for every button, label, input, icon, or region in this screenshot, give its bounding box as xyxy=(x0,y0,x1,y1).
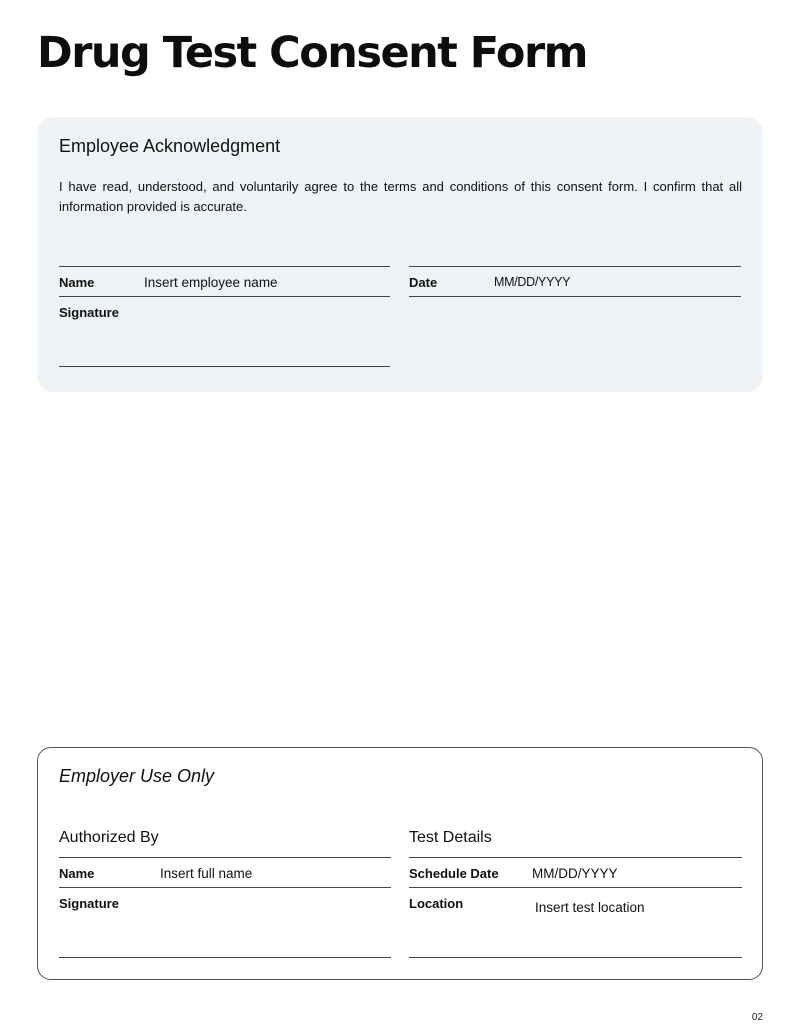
employee-name-field[interactable]: Insert employee name xyxy=(144,275,278,290)
schedule-bottom-rule xyxy=(409,887,742,888)
authorized-name-label: Name xyxy=(59,866,95,881)
date-bottom-rule xyxy=(409,296,741,297)
page-title: Drug Test Consent Form xyxy=(37,28,587,78)
location-bottom-rule xyxy=(409,957,742,958)
employee-date-field[interactable]: MM/DD/YYYY xyxy=(494,275,571,289)
acknowledgment-text: I have read, understood, and voluntarily agree to the terms and conditions of this consent form. I confirm that all information provided is accurate. xyxy=(59,179,742,214)
authorized-name-top-rule xyxy=(59,857,391,858)
name-bottom-rule xyxy=(59,296,390,297)
employer-use-only-section xyxy=(37,747,763,980)
date-top-rule xyxy=(409,266,741,267)
location-label: Location xyxy=(409,896,464,911)
schedule-top-rule xyxy=(409,857,742,858)
employee-signature-line[interactable] xyxy=(59,366,390,367)
employee-acknowledgment-section xyxy=(37,117,763,392)
authorized-name-field[interactable]: Insert full name xyxy=(160,866,253,881)
employee-date-label: Date xyxy=(409,275,438,290)
authorized-signature-line[interactable] xyxy=(59,957,391,958)
schedule-date-field[interactable]: MM/DD/YYYY xyxy=(532,866,618,881)
authorized-signature-label: Signature xyxy=(59,896,119,911)
authorized-by-heading: Authorized By xyxy=(59,829,159,846)
acknowledgment-heading: Employee Acknowledgment xyxy=(59,136,281,156)
test-details-heading: Test Details xyxy=(409,829,492,846)
schedule-date-label: Schedule Date xyxy=(409,866,499,881)
employer-section-title: Employer Use Only xyxy=(59,766,215,786)
location-field[interactable]: Insert test location xyxy=(535,900,645,915)
name-top-rule xyxy=(59,266,390,267)
authorized-name-bottom-rule xyxy=(59,887,391,888)
employee-name-label: Name xyxy=(59,275,95,290)
employee-signature-label: Signature xyxy=(59,305,119,320)
page-number: 02 xyxy=(751,1012,763,1023)
